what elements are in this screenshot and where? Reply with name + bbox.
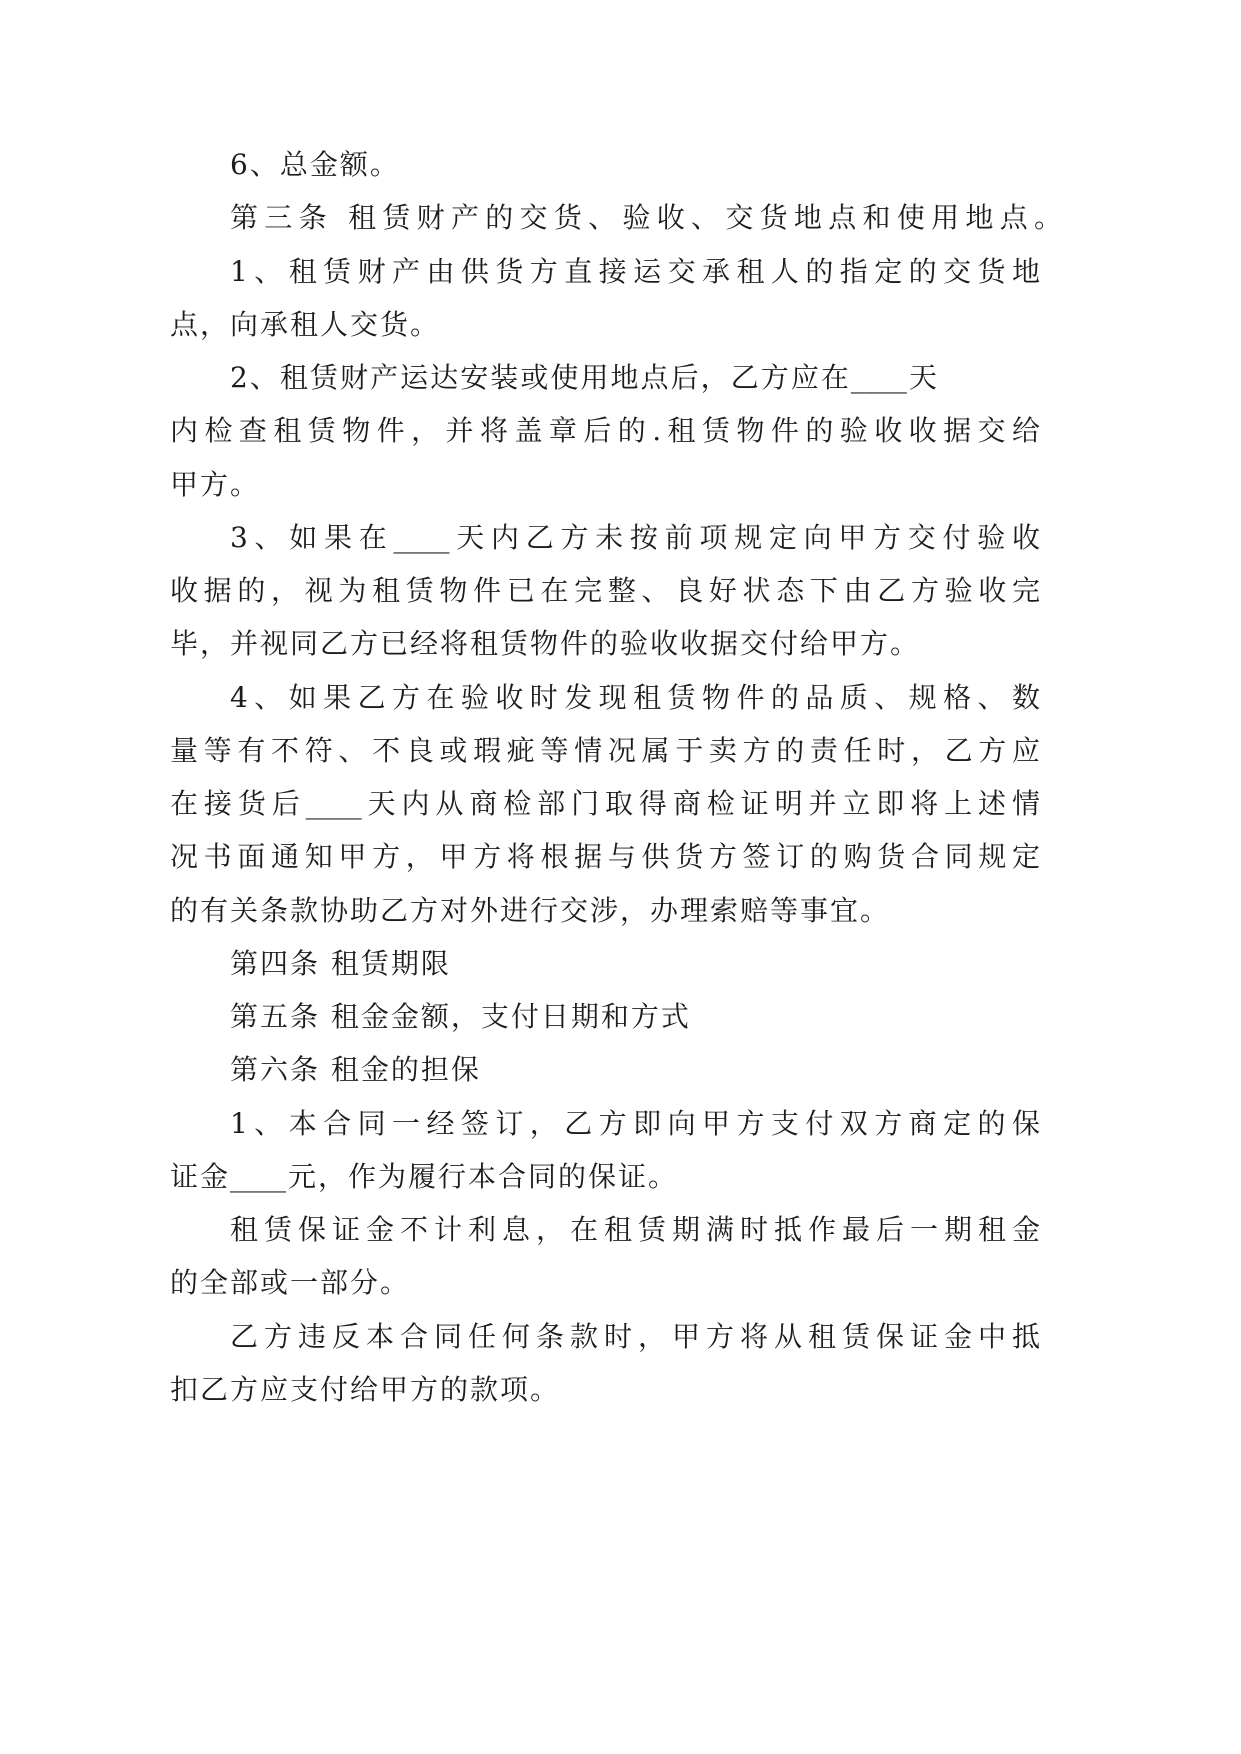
- text-line: 第五条 租金金额，支付日期和方式: [230, 1000, 691, 1033]
- text-line: 1、租赁财产由供货方直接运交承租人的指定的交货地: [230, 254, 1047, 288]
- text-line: 收据的，视为租赁物件已在完整、良好状态下由乙方验收完: [170, 574, 1046, 607]
- text-line: 第六条 租金的担保: [230, 1053, 481, 1087]
- text-line: 3、如果在____ 天内乙方未按前项规定向甲方交付验收: [230, 520, 1047, 554]
- text-line: 6、总金额。: [230, 148, 400, 181]
- text-line: 第三条 租赁财产的交货、验收、交货地点和使用地点。: [230, 201, 1069, 235]
- item-total-amount: [170, 138, 1090, 191]
- document-body: [170, 138, 1090, 1416]
- text-line: 内检查租赁物件，并将盖章后的.租赁物件的验收收据交给: [170, 414, 1047, 448]
- clause-3-3: [170, 511, 1090, 671]
- blank-field: ____: [230, 1159, 287, 1193]
- article-6-heading: [170, 1043, 1090, 1096]
- text-line: 第四条 租赁期限: [230, 946, 451, 980]
- text-line: 乙方违反本合同任何条款时，甲方将从租赁保证金中抵: [230, 1319, 1046, 1353]
- text-line: 4、如果乙方在验收时发现租赁物件的品质、规格、数: [230, 680, 1047, 714]
- text-line: 2、租赁财产运达安装或使用地点后，乙方应在____天: [230, 361, 940, 394]
- article-5-heading: [170, 990, 1090, 1043]
- text-line: 证金____元，作为履行本合同的保证。: [170, 1159, 679, 1193]
- clause-6-1: [170, 1097, 1090, 1204]
- article-4-heading: [170, 937, 1090, 990]
- text-line: 租赁保证金不计利息，在租赁期满时抵作最后一期租金: [230, 1213, 1046, 1246]
- text-line: 况书面通知甲方，甲方将根据与供货方签订的购货合同规定: [170, 840, 1046, 874]
- article-3-heading: [170, 191, 1090, 244]
- text-line: 的有关条款协助乙方对外进行交涉，办理索赔等事宜。: [170, 893, 891, 927]
- clause-3-1: [170, 245, 1090, 352]
- clause-3-4: [170, 671, 1090, 937]
- blank-field: ____: [393, 520, 450, 554]
- text-line: 量等有不符、不良或瑕疵等情况属于卖方的责任时，乙方应: [170, 733, 1046, 767]
- blank-field: ____: [850, 361, 907, 394]
- text-line: 1、本合同一经签订，乙方即向甲方支付双方商定的保: [230, 1106, 1047, 1140]
- text-line: 甲方。: [170, 467, 261, 501]
- blank-field: ____: [305, 787, 362, 820]
- text-line: 扣乙方应支付给甲方的款项。: [170, 1372, 561, 1406]
- clause-3-2: [170, 351, 1090, 511]
- text-line: 点，向承租人交货。: [170, 307, 441, 341]
- text-line: 毕，并视同乙方已经将租赁物件的验收收据交付给甲方。: [170, 627, 921, 661]
- text-line: 在接货后____ 天内从商检部门取得商检证明并立即将上述情: [170, 787, 1046, 820]
- text-line: 的全部或一部分。: [170, 1266, 411, 1300]
- deposit-deduction-paragraph: [170, 1310, 1090, 1417]
- deposit-interest-paragraph: [170, 1203, 1090, 1310]
